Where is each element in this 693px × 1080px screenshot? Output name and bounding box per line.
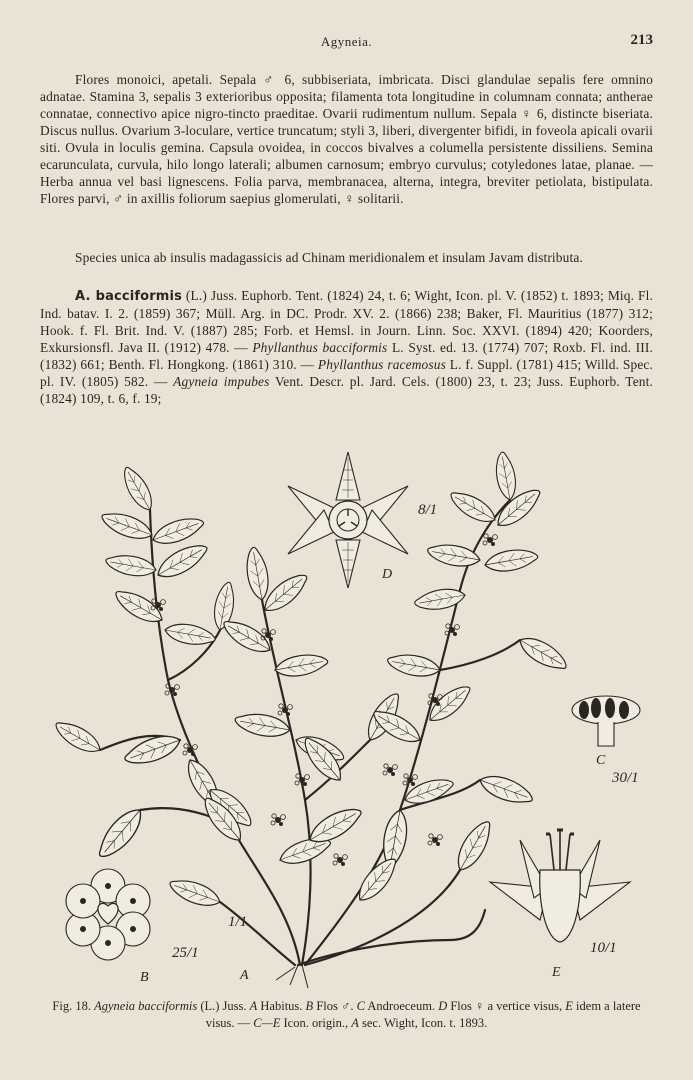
label-D: D	[382, 567, 393, 582]
caption-text: Habitus.	[257, 999, 306, 1013]
caption-letter: B	[305, 999, 314, 1013]
flower-male	[66, 869, 150, 960]
label-C: C	[596, 753, 606, 768]
synonym-3: Agyneia impubes	[173, 374, 270, 389]
citations-part-3: L. f. Suppl. (1781) 415; Willd. Spec. pl. IV. (1805) 582. —	[40, 357, 654, 389]
distribution-paragraph: Species unica ab insulis madagassicis ad Chinam meridionalem et insulam Javam distributa.	[75, 250, 583, 265]
label-A: A	[240, 968, 249, 983]
illustration-svg	[40, 440, 653, 990]
label-E: E	[552, 965, 561, 980]
figure-caption	[40, 998, 653, 1032]
scale-C: 30/1	[612, 770, 639, 786]
caption-letter: A	[351, 1016, 359, 1030]
caption-letter: D	[438, 999, 448, 1013]
scale-A: 1/1	[228, 914, 248, 930]
caption-letter: A	[249, 999, 258, 1013]
citations-part-1: (L.) Juss. Euphorb. Tent. (1824) 24, t. 6; Wight, Icon. pl. V. (1852) t. 1893; Miq. Fl. Ind. batav. I. 2. (1859) 367; Müll. Arg. in DC. Prodr. XV. 2. (1866) 238; Baker, Fl. Mauritius (1877) 312; Hook. f. Fl. Brit. Ind. V. (1887) 285; Forb. et Hemsl. in Journ. Linn. Soc. XXVI. (1894) 420; Koorders, Exkursionsfl. Java II. (1912) 478. —	[40, 288, 653, 355]
habit-roots	[276, 965, 308, 988]
flower-female-side-view	[490, 830, 630, 942]
androeceum	[572, 696, 640, 746]
botanical-illustration	[40, 440, 653, 990]
citations-part-4: Vent. Descr. pl. Jard. Cels. (1800) 23, t. 23; Juss. Euphorb. Tent. (1824) 109, t. 6, f. 19;	[40, 374, 653, 406]
page-header	[40, 34, 653, 54]
caption-letter: C—E	[253, 1016, 281, 1030]
caption-text: idem a latere visus. —	[205, 999, 641, 1030]
genus-description: Flores monoici, apetali. Sepala ♂ 6, subbiseriata, imbricata. Disci glandulae sepalis fere omnino adnatae. Stamina 3, sepalis 3 exterioribus opposita; filamenta tota longitudine in columnam connata; antherae connatae, connectivo apice nigro-tincto praeditae. Ovarii rudimentum nullum. Sepala ♀ 6, distincte biseriata. Discus nullus. Ovarium 3-loculare, vertice truncatum; styli 3, liberi, divergenter bifidi, in foveola apicali ovarii siti. Ovula in loculis gemina. Capsula ovoidea, in coccos bivalves a columella persistente dissiliens. Semina ecarunculata, curvula, hilo longo laterali; albumen carnosum; embryo curvulus; cotyledones latae, planae. — Herba annua vel basi lignescens. Folia parva, membranacea, alterna, integra, breviter petiolata, bistipulata. Flores parvi, ♂ in axillis foliorum saepius glomerulati, ♀ solitarii.	[40, 72, 653, 206]
page-number: 213	[630, 32, 653, 48]
species-name: A. bacciformis	[75, 289, 182, 304]
species-citations	[40, 287, 653, 407]
scale-B: 25/1	[172, 945, 199, 961]
scale-D: 8/1	[418, 502, 438, 518]
caption-text: Flos ♂.	[313, 999, 357, 1013]
caption-fig-number: Fig. 18.	[52, 999, 95, 1013]
citations-part-2: L. Syst. ed. 13. (1774) 707; Roxb. Fl. ind. III. (1832) 661; Benth. Fl. Hongkong. (1861) 310. —	[40, 340, 653, 372]
caption-text: Androeceum.	[364, 999, 439, 1013]
scale-E: 10/1	[590, 940, 617, 956]
caption-species: Agyneia bacciformis	[94, 999, 198, 1013]
caption-text: (L.) Juss.	[197, 999, 250, 1013]
caption-text: sec. Wight, Icon. t. 1893.	[358, 1016, 488, 1030]
caption-text: Icon. origin.,	[280, 1016, 352, 1030]
caption-letter: C	[356, 999, 365, 1013]
caption-letter: E	[565, 999, 573, 1013]
synonym-1: Phyllanthus bacciformis	[252, 340, 388, 355]
running-title: Agyneia.	[320, 34, 373, 49]
habit-leaves	[51, 451, 571, 912]
synonym-2: Phyllanthus racemosus	[317, 357, 446, 372]
caption-text: Flos ♀ a vertice visus,	[447, 999, 566, 1013]
label-B: B	[140, 970, 149, 985]
